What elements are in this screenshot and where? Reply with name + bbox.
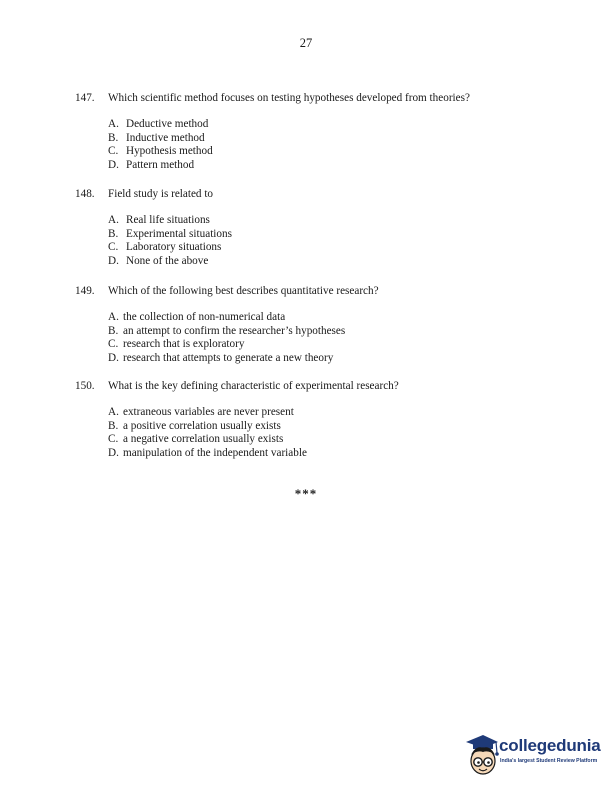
option-b: [108, 132, 555, 146]
option-text: a negative correlation usually exists: [123, 433, 284, 446]
option-text: None of the above: [126, 254, 209, 267]
option-letter: C.: [108, 241, 119, 254]
question-text: Which of the following best describes quantitative research?: [108, 285, 379, 297]
option-d: [108, 255, 555, 269]
option-text: Real life situations: [126, 214, 210, 226]
option-letter: B.: [108, 324, 119, 337]
option-text: Laboratory situations: [126, 241, 222, 254]
option-text: Hypothesis method: [126, 145, 213, 158]
option-d: [108, 447, 555, 461]
option-letter: A.: [108, 406, 119, 418]
question-149: [75, 285, 555, 365]
option-letter: A.: [108, 311, 119, 323]
option-letter: A.: [108, 214, 119, 226]
option-c: [108, 433, 555, 447]
question-150: [75, 380, 555, 460]
option-c: [108, 338, 555, 352]
options-list: [108, 118, 555, 172]
option-letter: B.: [108, 131, 119, 144]
option-text: Inductive method: [126, 131, 205, 144]
option-letter: D.: [108, 254, 119, 267]
page-number: 27: [299, 36, 313, 50]
question-number: 150.: [75, 380, 95, 392]
option-letter: D.: [108, 446, 119, 459]
graduate-mascot-icon: [462, 733, 500, 779]
option-letter: A.: [108, 118, 119, 130]
question-number: 147.: [75, 92, 95, 104]
brand-name: collegedunia: [499, 736, 601, 755]
option-letter: C.: [108, 433, 119, 446]
option-text: an attempt to confirm the researcher’s hypotheses: [123, 324, 346, 337]
option-a: [108, 311, 555, 325]
option-text: the collection of non-numerical data: [123, 311, 286, 323]
option-c: [108, 145, 555, 159]
option-a: [108, 118, 555, 132]
option-text: research that is exploratory: [123, 338, 245, 351]
options-list: [108, 214, 555, 268]
option-letter: B.: [108, 227, 119, 240]
option-letter: B.: [108, 419, 119, 432]
end-marker: ***: [294, 486, 318, 501]
option-letter: D.: [108, 351, 119, 364]
options-list: [108, 311, 555, 365]
option-text: Pattern method: [126, 158, 195, 171]
option-text: research that attempts to generate a new theory: [123, 351, 334, 364]
option-d: [108, 352, 555, 366]
option-letter: D.: [108, 158, 119, 171]
option-b: [108, 325, 555, 339]
option-c: [108, 241, 555, 255]
option-letter: C.: [108, 338, 119, 351]
options-list: [108, 406, 555, 460]
option-b: [108, 228, 555, 242]
question-text: Field study is related to: [108, 188, 214, 200]
option-d: [108, 159, 555, 173]
option-letter: C.: [108, 145, 119, 158]
question-number: 148.: [75, 188, 95, 200]
question-147: [75, 92, 555, 172]
question-text: What is the key defining characteristic of experimental research?: [108, 380, 399, 392]
option-a: [108, 406, 555, 420]
option-text: extraneous variables are never present: [123, 406, 294, 418]
option-text: a positive correlation usually exists: [123, 419, 281, 432]
question-text: Which scientific method focuses on testing hypotheses developed from theories?: [108, 92, 470, 104]
option-text: manipulation of the independent variable: [123, 446, 307, 459]
question-number: 149.: [75, 285, 95, 297]
option-text: Deductive method: [126, 118, 209, 130]
collegedunia-watermark: [462, 733, 602, 779]
option-a: [108, 214, 555, 228]
question-148: [75, 188, 555, 268]
option-b: [108, 420, 555, 434]
brand-tagline: India's largest Student Review Platform: [500, 758, 598, 764]
option-text: Experimental situations: [126, 227, 232, 240]
